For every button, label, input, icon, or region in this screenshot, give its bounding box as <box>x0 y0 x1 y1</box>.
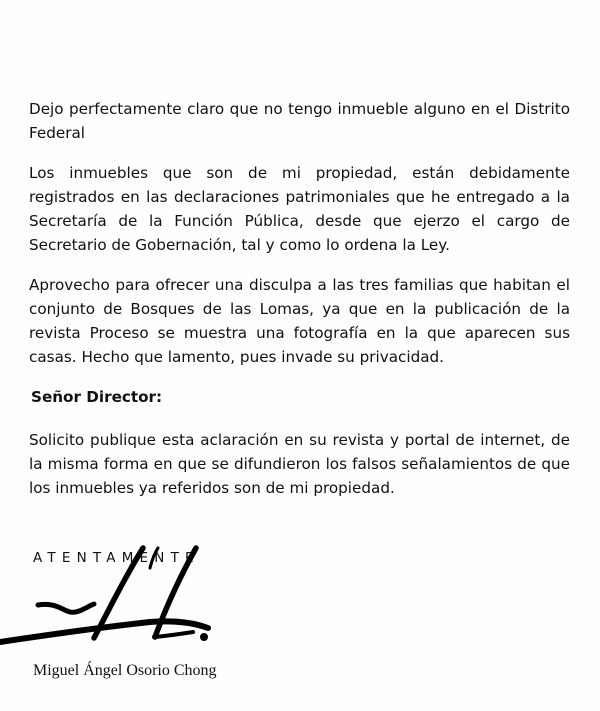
paragraph-no-property: Dejo perfectamente claro que no tengo inmueble alguno en el Distrito Federal <box>29 100 570 142</box>
salutation-heading: Señor Director: <box>31 388 163 406</box>
paragraph-publication-request: Solicito publique esta aclaración en su revista y portal de internet, de la misma forma en que se difundieron los falsos señalamientos de que los inmuebles ya referidos son de mi propiedad. <box>29 431 570 497</box>
paragraph-property-declarations: Los inmuebles que son de mi propiedad, están debidamente registrados en las declaraciones patrimoniales que he entregado a la Secretaría de la Función Pública, desde que ejerzo el cargo de Secretario de Gobernación, tal y como lo ordena la Ley. <box>29 164 570 254</box>
closing-text: ATENTAMENTE <box>33 550 200 566</box>
signer-name: Miguel Ángel Osorio Chong <box>33 662 217 679</box>
paragraph-apology: Aprovecho para ofrecer una disculpa a las tres familias que habitan el conjunto de Bosques de las Lomas, ya que en la publicación de la revista Proceso se muestra una fotografía en la que aparecen sus casas. Hecho que lamento, pues invade su privacidad. <box>29 276 570 366</box>
handwritten-signature <box>0 540 240 670</box>
